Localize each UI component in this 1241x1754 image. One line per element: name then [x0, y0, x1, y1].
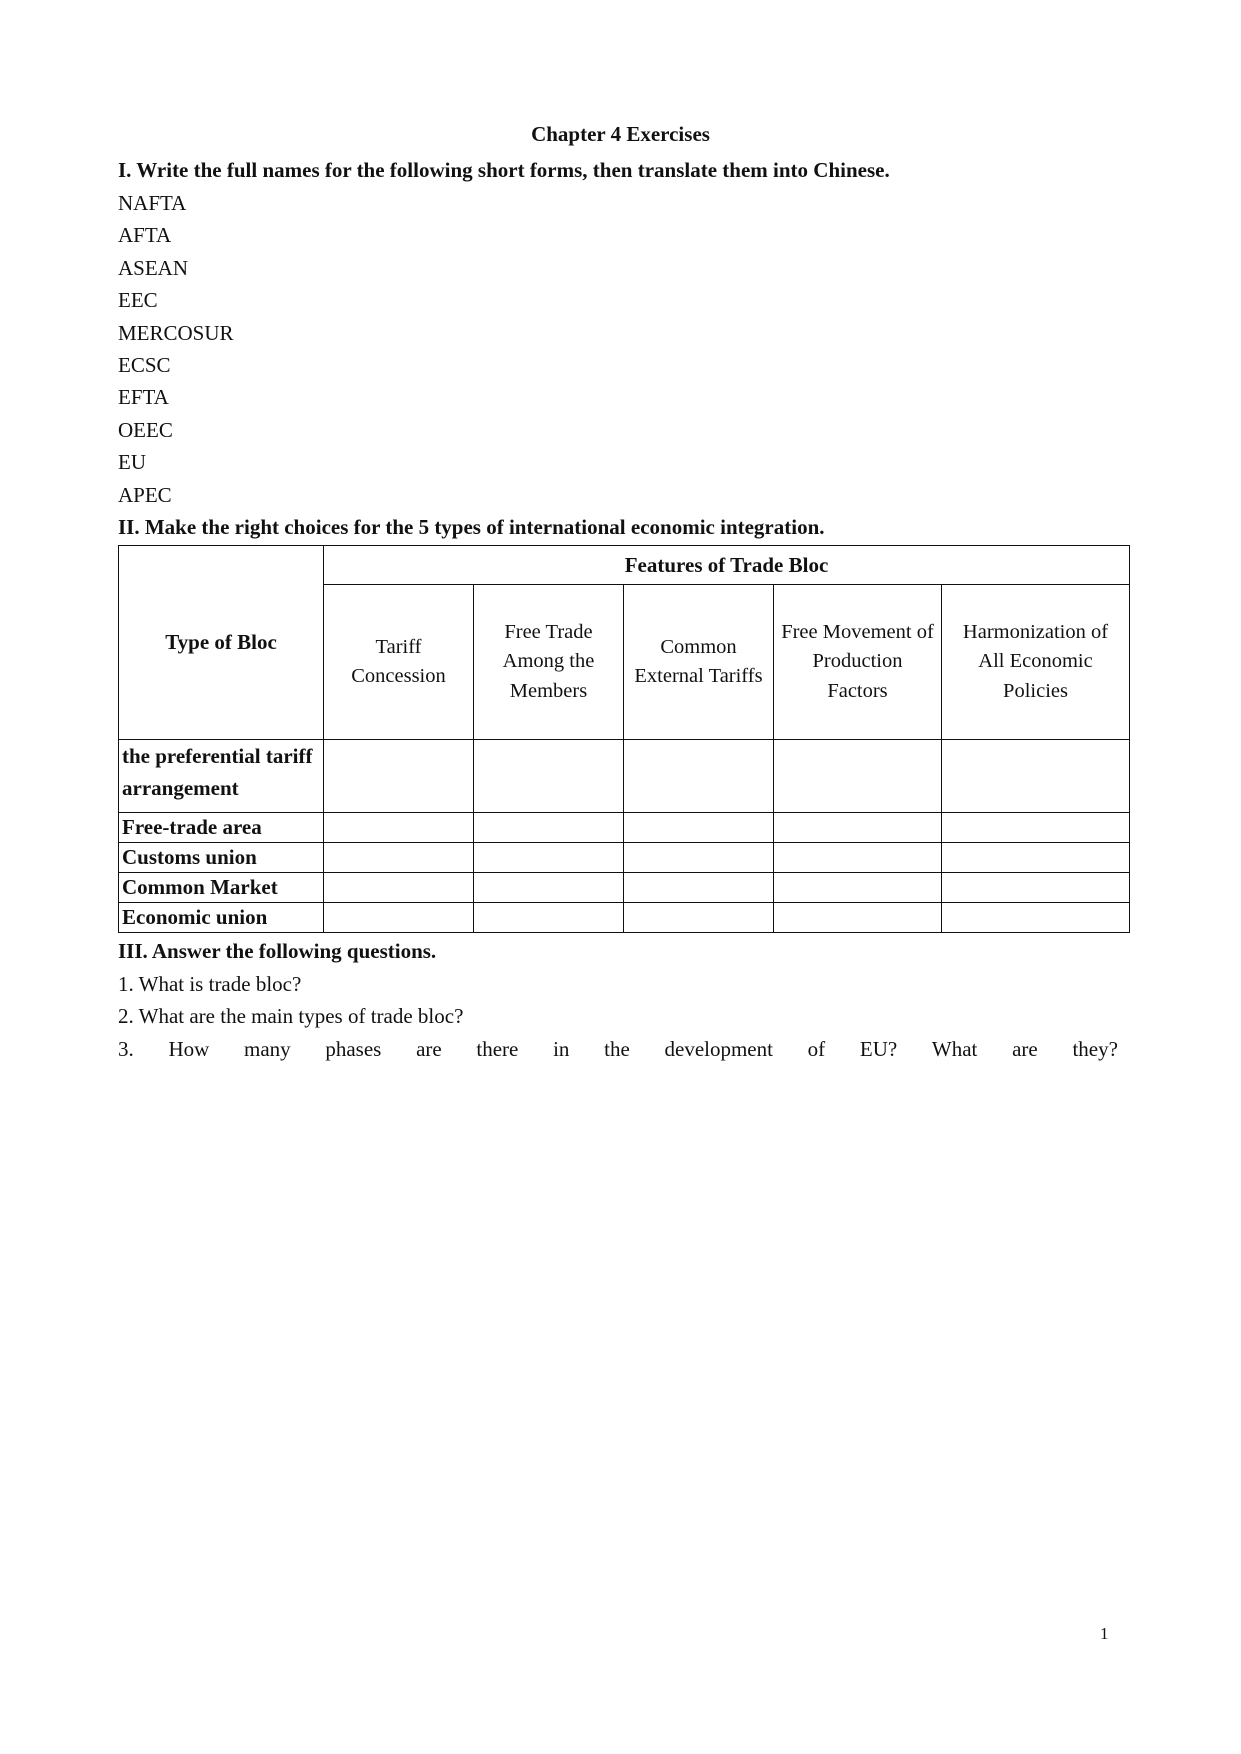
abbreviation-item: MERCOSUR	[118, 320, 234, 345]
section-2-heading: II. Make the right choices for the 5 types of international economic integration.	[118, 515, 825, 540]
feature-header: Free Movement of Production Factors	[774, 585, 942, 740]
answer-cell[interactable]	[942, 813, 1130, 843]
question-word: in	[553, 1036, 570, 1061]
question-word: 3.	[118, 1036, 134, 1061]
question-word: there	[476, 1036, 519, 1061]
table-row	[119, 873, 1130, 903]
page-title: Chapter 4 Exercises	[531, 122, 710, 146]
answer-cell[interactable]	[942, 903, 1130, 933]
abbreviation-item: ASEAN	[118, 255, 189, 280]
abbreviation-list	[118, 187, 1128, 511]
question-word: are	[1012, 1036, 1038, 1061]
worksheet-content	[118, 154, 1128, 1065]
table-row	[119, 903, 1130, 933]
answer-cell[interactable]	[324, 873, 474, 903]
answer-cell[interactable]	[324, 740, 474, 813]
answer-cell[interactable]	[474, 813, 624, 843]
question-word: the	[604, 1036, 630, 1061]
answer-cell[interactable]	[474, 903, 624, 933]
question-word: development	[664, 1036, 773, 1061]
answer-cell[interactable]	[474, 843, 624, 873]
feature-header: Common External Tariffs	[624, 585, 774, 740]
answer-cell[interactable]	[624, 813, 774, 843]
answer-cell[interactable]	[624, 873, 774, 903]
abbreviation-item: APEC	[118, 482, 172, 507]
question-word: What	[931, 1036, 978, 1061]
question-word: they?	[1072, 1036, 1118, 1061]
trade-bloc-table	[118, 545, 1130, 933]
table-row	[119, 740, 1130, 813]
row-label: the preferential tariff arrangement	[119, 740, 324, 813]
answer-cell[interactable]	[624, 843, 774, 873]
question-item: 2. What are the main types of trade bloc?	[118, 1004, 464, 1029]
table-row	[119, 813, 1130, 843]
question-word: of	[807, 1036, 826, 1061]
question-word: How	[168, 1036, 210, 1061]
question-word: are	[416, 1036, 442, 1061]
question-word: many	[244, 1036, 291, 1061]
answer-cell[interactable]	[774, 903, 942, 933]
answer-cell[interactable]	[942, 873, 1130, 903]
answer-cell[interactable]	[774, 740, 942, 813]
answer-cell[interactable]	[324, 903, 474, 933]
feature-header: Harmonization of All Economic Policies	[942, 585, 1130, 740]
answer-cell[interactable]	[774, 813, 942, 843]
question-word: EU?	[859, 1036, 898, 1061]
answer-cell[interactable]	[624, 903, 774, 933]
answer-cell[interactable]	[774, 873, 942, 903]
abbreviation-item: EEC	[118, 288, 158, 313]
section-3-heading: III. Answer the following questions.	[118, 939, 437, 964]
answer-cell[interactable]	[324, 813, 474, 843]
abbreviation-item: NAFTA	[118, 191, 187, 215]
answer-cell[interactable]	[942, 740, 1130, 813]
features-group-header: Features of Trade Bloc	[324, 546, 1130, 585]
row-label: Common Market	[119, 873, 324, 903]
question-word: phases	[325, 1036, 382, 1061]
question-item: 1. What is trade bloc?	[118, 972, 302, 997]
feature-header: Free Trade Among the Members	[474, 585, 624, 740]
abbreviation-item: EU	[118, 450, 146, 475]
abbreviation-item: ECSC	[118, 353, 171, 378]
question-list	[118, 968, 1128, 1065]
row-label: Customs union	[119, 843, 324, 873]
question-item-justified	[118, 1033, 1118, 1065]
row-label: Economic union	[119, 903, 324, 933]
type-of-bloc-header: Type of Bloc	[119, 546, 324, 740]
table-row	[119, 843, 1130, 873]
section-1-heading: I. Write the full names for the following short forms, then translate them into Chinese.	[118, 158, 890, 182]
abbreviation-item: EFTA	[118, 385, 169, 410]
answer-cell[interactable]	[474, 740, 624, 813]
answer-cell[interactable]	[474, 873, 624, 903]
answer-cell[interactable]	[942, 843, 1130, 873]
answer-cell[interactable]	[774, 843, 942, 873]
answer-cell[interactable]	[324, 843, 474, 873]
abbreviation-item: OEEC	[118, 417, 173, 442]
page-number: 1	[1100, 1624, 1109, 1643]
abbreviation-item: AFTA	[118, 223, 172, 248]
row-label: Free-trade area	[119, 813, 324, 843]
feature-header: Tariff Concession	[324, 585, 474, 740]
answer-cell[interactable]	[624, 740, 774, 813]
